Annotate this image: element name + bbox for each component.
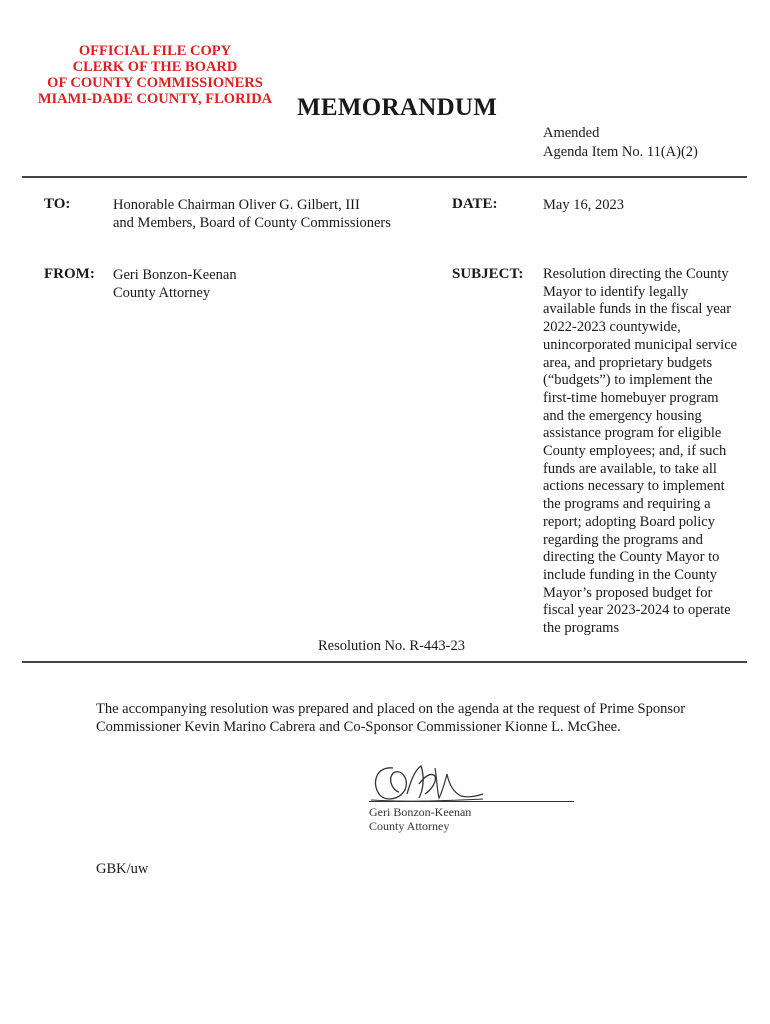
signature-line [369,801,574,802]
from-line: Geri Bonzon-Keenan [113,267,237,283]
subject-line: Mayor’s proposed budget for [543,584,713,601]
date-value: May 16, 2023 [543,197,624,213]
body-line: Commissioner Kevin Marino Cabrera and Co-Sponsor Commissioner Kionne L. McGhee. [96,719,621,735]
handwritten-signature [365,760,485,806]
subject-line: actions necessary to implement [543,478,725,495]
subject-line: report; adopting Board policy [543,513,715,530]
subject-line: 2022-2023 countywide, [543,319,681,336]
to-line: Honorable Chairman Oliver G. Gilbert, III [113,197,360,213]
subject-text [543,266,753,638]
subject-line: County employees; and, if such [543,443,727,460]
from-sender [113,266,237,302]
to-recipients [113,196,391,232]
signatory-block [369,805,471,833]
subject-line: regarding the programs and [543,531,703,548]
stamp-line: OF COUNTY COMMISSIONERS [47,75,263,91]
subject-line: (“budgets”) to implement the [543,372,713,389]
stamp-line: MIAMI-DADE COUNTY, FLORIDA [37,91,273,107]
subject-line: fiscal year 2023-2024 to operate [543,602,731,619]
agenda-item-number: Agenda Item No. 11(A)(2) [543,144,698,160]
agenda-info [543,124,698,162]
signatory-title: County Attorney [369,819,450,833]
subject-line: funds are available, to take all [543,460,717,477]
amended-label: Amended [543,125,600,141]
subject-label: SUBJECT: [452,266,524,282]
subject-line: and the emergency housing [543,407,702,424]
to-line: and Members, Board of County Commissioners [113,215,391,231]
subject-line: directing the County Mayor to [543,549,720,566]
top-divider [22,176,747,178]
signatory-name: Geri Bonzon-Keenan [369,805,472,819]
from-line: County Attorney [113,285,211,301]
subject-line: the programs [543,620,620,637]
from-label: FROM: [44,266,95,282]
subject-line: assistance program for eligible [543,425,722,442]
stamp-line: OFFICIAL FILE COPY [78,43,232,59]
subject-line: available funds in the fiscal year [543,301,732,318]
resolution-number: Resolution No. R-443-23 [318,638,466,654]
date-label: DATE: [452,196,498,212]
stamp-line: CLERK OF THE BOARD [72,59,238,75]
official-file-copy-stamp [30,43,280,107]
subject-line: the programs and requiring a [543,496,711,513]
subject-line: Mayor to identify legally [543,283,689,300]
bottom-divider [22,661,747,663]
to-label: TO: [44,196,71,212]
body-line: The accompanying resolution was prepared and placed on the agenda at the request of Prime Sponsor [96,701,686,717]
subject-line: first-time homebuyer program [543,389,719,406]
subject-line: include funding in the County [543,566,717,583]
subject-line: Resolution directing the County [543,266,729,282]
typist-initials: GBK/uw [96,861,149,877]
subject-line: area, and proprietary budgets [543,354,713,371]
subject-line: unincorporated municipal service [543,336,738,353]
memo-body [96,700,736,736]
memorandum-title: MEMORANDUM [297,94,498,121]
